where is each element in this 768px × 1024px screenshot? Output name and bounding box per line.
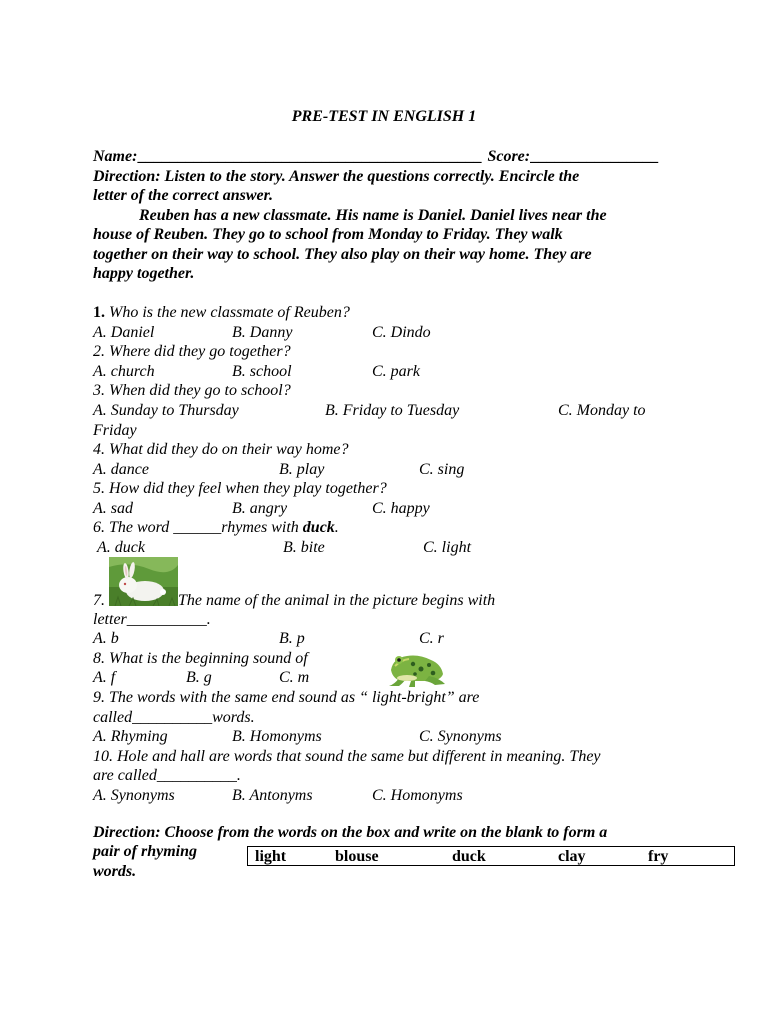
word-box-item: blouse: [335, 848, 379, 865]
question-6-text: 6. The word ______rhymes with: [93, 519, 303, 536]
q3-option-c-cont: Friday: [93, 422, 137, 439]
word-box-item: duck: [452, 848, 486, 865]
q1-option-c[interactable]: C. Dindo: [372, 324, 431, 341]
question-10: 10. Hole and hall are words that sound the same but different in meaning. They: [93, 748, 601, 765]
direction-1-line-1: Direction: Listen to the story. Answer the questions correctly. Encircle the: [93, 168, 580, 185]
question-9-line-2: called__________words.: [93, 709, 255, 726]
question-9: 9. The words with the same end sound as “ light-bright” are: [93, 689, 480, 706]
question-4: 4. What did they do on their way home?: [93, 441, 349, 458]
q4-option-a[interactable]: A. dance: [93, 461, 149, 478]
story-line-2: house of Reuben. They go to school from Monday to Friday. They walk: [93, 226, 563, 243]
story-line-3: together on their way to school. They also play on their way home. They are: [93, 246, 592, 263]
q9-option-a[interactable]: A. Rhyming: [93, 728, 168, 745]
q5-option-c[interactable]: C. happy: [372, 500, 430, 517]
name-label: Name:: [93, 148, 138, 165]
q10-option-c[interactable]: C. Homonyms: [372, 787, 463, 804]
question-6-period: .: [334, 519, 339, 536]
name-blank: ___________________________________________: [137, 148, 482, 165]
question-7: The name of the animal in the picture begins with: [178, 592, 496, 609]
question-10-line-2: are called__________.: [93, 767, 241, 784]
q3-option-a[interactable]: A. Sunday to Thursday: [93, 402, 239, 419]
q10-option-b[interactable]: B. Antonyms: [232, 787, 313, 804]
q2-option-a[interactable]: A. church: [93, 363, 155, 380]
q6-option-c[interactable]: C. light: [423, 539, 472, 556]
q1-option-b[interactable]: B. Danny: [232, 324, 293, 341]
word-box-item: light: [255, 848, 287, 865]
direction-1-line-2: letter of the correct answer.: [93, 187, 273, 204]
rabbit-picture: [109, 557, 178, 606]
question-7-number: 7.: [93, 592, 105, 609]
story-line-1: Reuben has a new classmate. His name is Daniel. Daniel lives near the: [139, 207, 607, 224]
question-6-keyword: duck: [302, 519, 335, 536]
q8-option-b[interactable]: B. g: [186, 669, 212, 686]
question-8: 8. What is the beginning sound of: [93, 650, 308, 667]
q3-option-b[interactable]: B. Friday to Tuesday: [325, 402, 460, 419]
q8-option-a[interactable]: A. f: [93, 669, 116, 686]
q6-option-a[interactable]: A. duck: [97, 539, 145, 556]
q5-option-a[interactable]: A. sad: [93, 500, 133, 517]
question-7-line-2: letter__________.: [93, 611, 211, 628]
question-1-text: Who is the new classmate of Reuben?: [105, 304, 350, 321]
frog-picture: [385, 648, 448, 688]
score-blank: ________________: [530, 148, 659, 165]
question-6: [93, 518, 339, 538]
word-box: [247, 846, 735, 866]
q9-option-c[interactable]: C. Synonyms: [419, 728, 502, 745]
word-box-item: clay: [558, 848, 586, 865]
q5-option-b[interactable]: B. angry: [232, 500, 288, 517]
q3-option-c[interactable]: C. Monday to: [558, 402, 646, 419]
question-3: 3. When did they go to school?: [93, 382, 291, 399]
q1-option-a[interactable]: A. Daniel: [93, 324, 155, 341]
direction-2-line-2: pair of rhyming: [93, 843, 198, 860]
question-1-number: 1.: [93, 304, 105, 321]
q2-option-b[interactable]: B. school: [232, 363, 292, 380]
q4-option-c[interactable]: C. sing: [419, 461, 465, 478]
q7-option-c[interactable]: C. r: [419, 630, 444, 647]
question-1: [93, 303, 350, 323]
q7-option-a[interactable]: A. b: [93, 630, 119, 647]
q2-option-c[interactable]: C. park: [372, 363, 420, 380]
question-5: 5. How did they feel when they play together?: [93, 480, 387, 497]
q7-option-b[interactable]: B. p: [279, 630, 305, 647]
page-title: PRE-TEST IN ENGLISH 1: [291, 108, 477, 125]
name-score-line: [93, 147, 658, 167]
direction-2-line-3: words.: [93, 863, 137, 880]
score-label: Score:: [487, 148, 531, 165]
q10-option-a[interactable]: A. Synonyms: [93, 787, 175, 804]
story-line-4: happy together.: [93, 265, 195, 282]
question-2: 2. Where did they go together?: [93, 343, 291, 360]
q8-option-c[interactable]: C. m: [279, 669, 310, 686]
direction-2-line-1: Direction: Choose from the words on the box and write on the blank to form a: [93, 824, 608, 841]
word-box-item: fry: [648, 848, 669, 865]
q4-option-b[interactable]: B. play: [279, 461, 325, 478]
q6-option-b[interactable]: B. bite: [283, 539, 325, 556]
q9-option-b[interactable]: B. Homonyms: [232, 728, 322, 745]
